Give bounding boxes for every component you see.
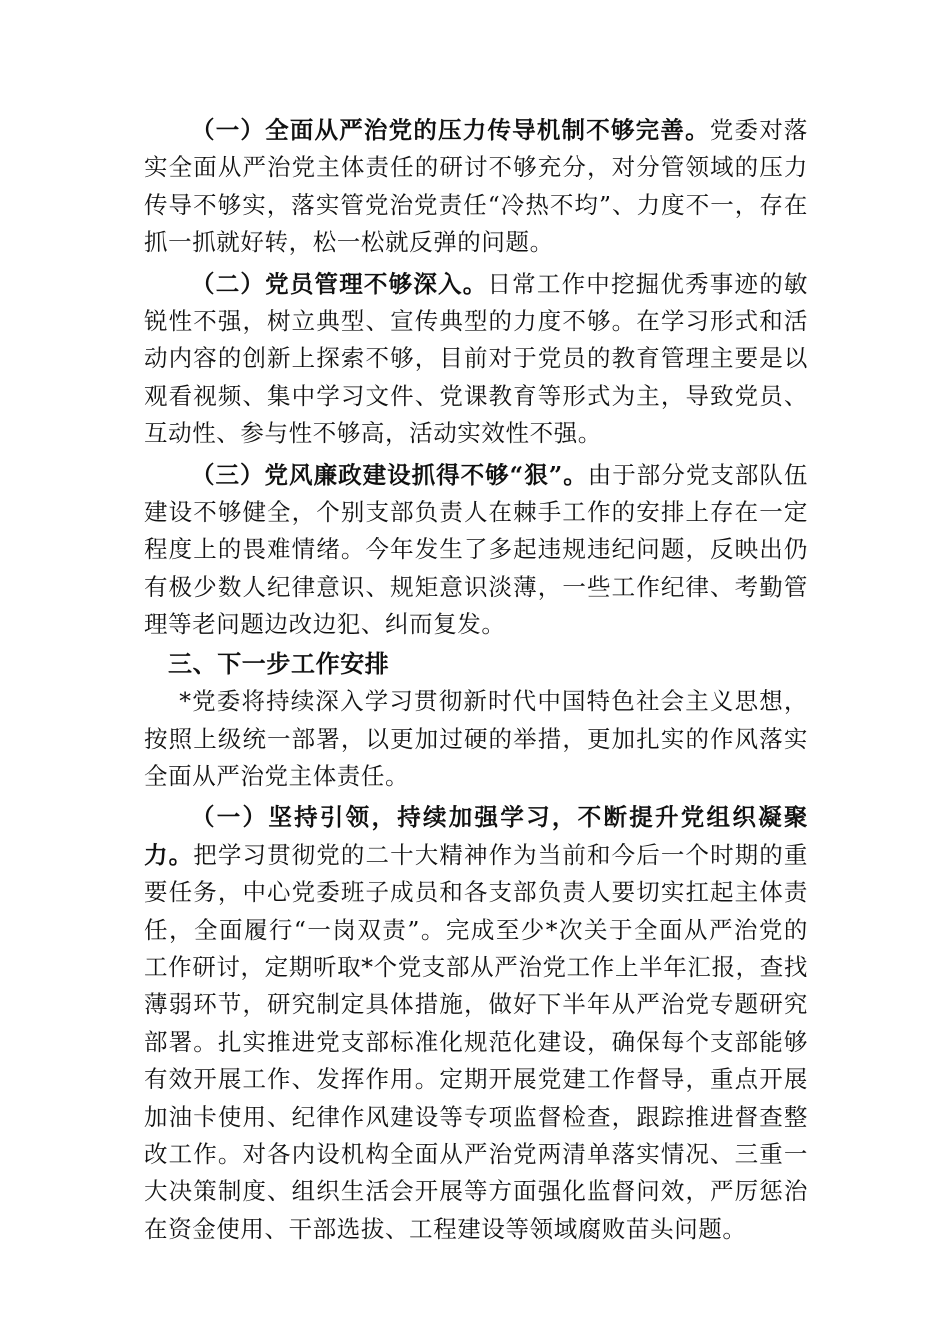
paragraph-lead: （一）坚持引领，持续加强学习，不断提升党组织凝聚力。 — [144, 803, 808, 869]
intro-paragraph: *党委将持续深入学习贯彻新时代中国特色社会主义思想，按照上级统一部署，以更加过硬的举措，更加扎实的作风落实全面从严治党主体责任。 — [144, 687, 808, 790]
paragraph-body: 把学习贯彻党的二十大精神作为当前和今后一个时期的重要任务，中心党委班子成员和各支部负责人要切实扛起主体责任，全面履行“一岗双责”。完成至少*次关于全面从严治党的工作研讨，定期听取*个党支部从严治党工作上半年汇报，查找薄弱环节，研究制定具体措施，做好下半年从严治党专题研究部署。扎实推进党支部标准化规范化建设，确保每个支部能够有效开展工作、发挥作用。定期开展党建工作督导，重点开展加油卡使用、纪律作风建设等专项监督检查，跟踪推进督查整改工作。对各内设机构全面从严治党两清单落实情况、三重一大决策制度、组织生活会开展等方面强化监督问效，严厉惩治在资金使用、干部选拔、工程建设等领域腐败苗头问题。 — [144, 840, 809, 1243]
problem-paragraph-3 — [144, 457, 808, 644]
paragraph-body: 日常工作中挖掘优秀事迹的敏锐性不强，树立典型、宣传典型的力度不够。在学习形式和活动内容的创新上探索不够，目前对于党员的教育管理主要是以观看视频、集中学习文件、党课教育等形式为主，导致党员、互动性、参与性不够高，活动实效性不强。 — [144, 269, 808, 448]
section-heading: 三、下一步工作安排 — [168, 649, 390, 678]
paragraph-lead: （三）党风廉政建设抓得不够“狠”。 — [191, 460, 588, 489]
document-page — [144, 112, 808, 1248]
measure-paragraph-1 — [144, 799, 808, 1248]
paragraph-body: 由于部分党支部队伍建设不够健全，个别支部负责人在棘手工作的安排上存在一定程度上的畏难情绪。今年发生了多起违规违纪问题，反映出仍有极少数人纪律意识、规矩意识淡薄，一些工作纪律、考勤管理等老问题边改边犯、纠而复发。 — [144, 460, 808, 639]
paragraph-body: 党委对落实全面从严治党主体责任的研讨不够充分，对分管领域的压力传导不够实，落实管党治党责任“冷热不均”、力度不一，存在抓一抓就好转，松一松就反弹的问题。 — [144, 116, 808, 257]
problem-paragraph-2 — [144, 266, 808, 453]
problem-paragraph-1 — [144, 112, 808, 262]
paragraph-lead: （一）全面从严治党的压力传导机制不够完善。 — [191, 116, 710, 144]
paragraph-lead: （二）党员管理不够深入。 — [191, 269, 488, 298]
